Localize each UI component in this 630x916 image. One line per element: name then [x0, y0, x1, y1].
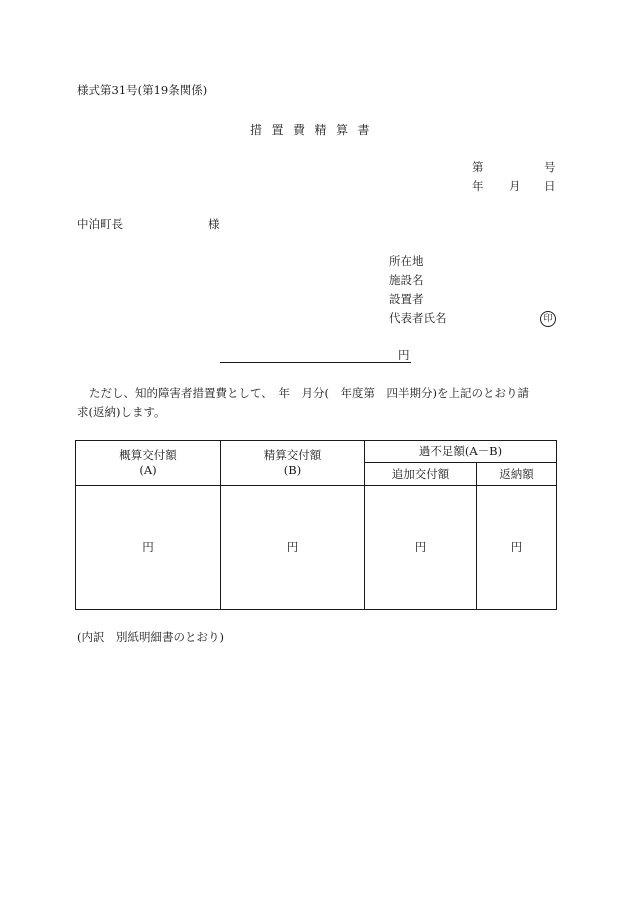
table-row	[76, 486, 557, 610]
cell-estimate: 円	[76, 486, 221, 610]
form-number: 様式第31号(第19条関係)	[77, 83, 208, 97]
header-refund: 返納額	[477, 463, 557, 486]
header-additional: 追加交付額	[365, 463, 477, 486]
settlement-table	[75, 440, 557, 610]
amount-underline	[220, 362, 411, 363]
label-location: 所在地	[389, 254, 424, 268]
table-header-row	[76, 441, 557, 463]
seal-mark: 印	[540, 311, 556, 327]
label-establisher: 設置者	[389, 292, 424, 306]
breakdown-note: (内訳 別紙明細書のとおり)	[77, 630, 224, 644]
doc-number-suffix: 号	[544, 160, 556, 174]
cell-additional: 円	[365, 486, 477, 610]
body-text-line-2: 求(返納)します。	[77, 405, 166, 419]
header-difference: 過不足額(A－B)	[365, 441, 557, 463]
label-representative: 代表者氏名	[389, 311, 447, 325]
header-estimate: 概算交付額 (A)	[76, 441, 221, 486]
cell-refund: 円	[477, 486, 557, 610]
document-title: 措置費精算書	[250, 123, 380, 137]
body-text-line-1: ただし、知的障害者措置費として、 年 月分( 年度第 四半期分)を上記のとおり請	[89, 386, 529, 400]
header-settlement: 精算交付額 (B)	[221, 441, 365, 486]
doc-number-prefix: 第	[472, 160, 484, 174]
date-year: 年	[472, 179, 484, 193]
date-day: 日	[544, 179, 556, 193]
label-facility-name: 施設名	[389, 273, 424, 287]
addressee-honorific: 様	[208, 217, 220, 231]
date-month: 月	[509, 179, 521, 193]
cell-settlement: 円	[221, 486, 365, 610]
addressee-name: 中泊町長	[77, 217, 123, 231]
amount-unit: 円	[398, 348, 410, 362]
